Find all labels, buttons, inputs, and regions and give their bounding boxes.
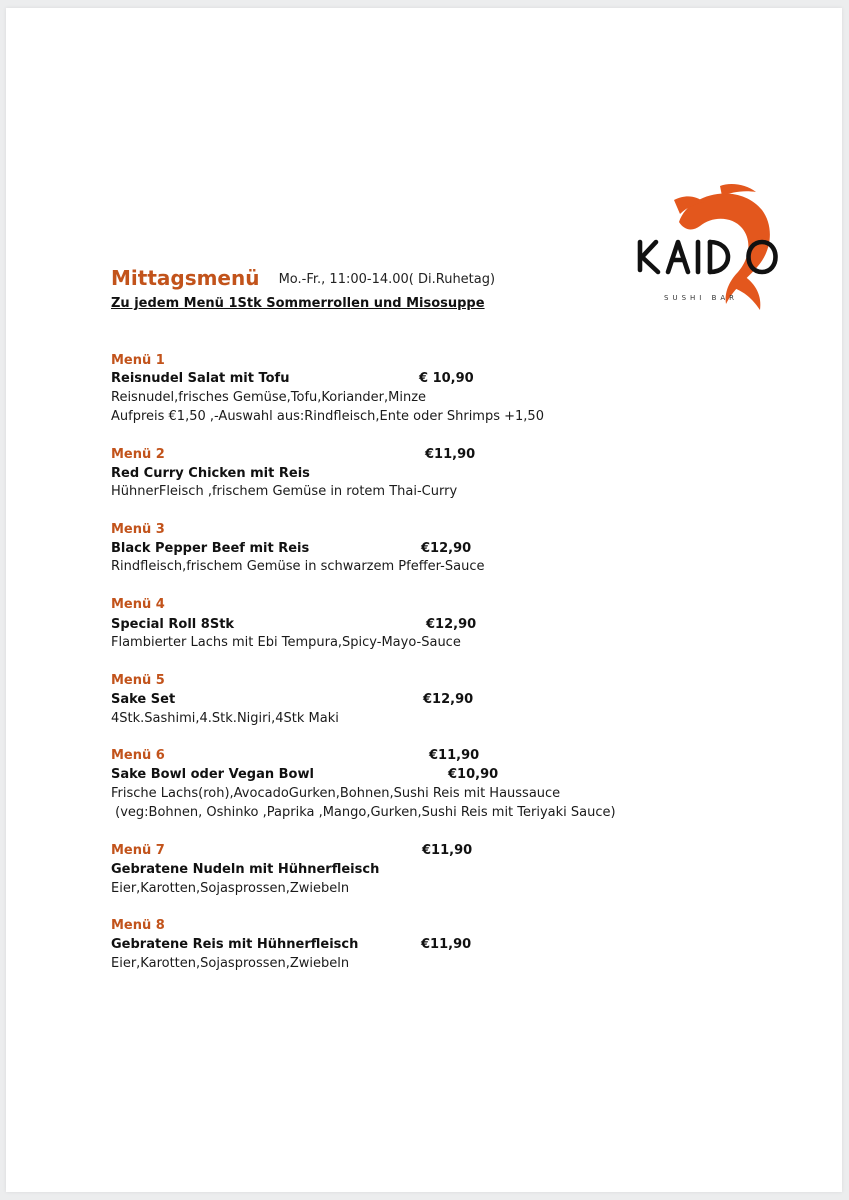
- menu-1-dish: Reisnudel Salat mit Tofu: [111, 371, 290, 386]
- menu-1-desc-1: Reisnudel,frisches Gemüse,Tofu,Koriander,Minze: [111, 390, 427, 405]
- menu-1-label: Menü 1: [111, 353, 165, 368]
- menu-3-dish: Black Pepper Beef mit Reis: [111, 541, 310, 556]
- menu-4-price: €12,90: [426, 617, 477, 632]
- koi-fish-icon: [634, 180, 790, 312]
- menu-3-desc-1: Rindfleisch,frischem Gemüse in schwarzem Pfeffer-Sauce: [111, 559, 485, 574]
- menu-5-label: Menü 5: [111, 673, 165, 688]
- opening-hours: Mo.-Fr., 11:00-14.00( Di.Ruhetag): [278, 272, 496, 287]
- menu-4-dish: Special Roll 8Stk: [111, 617, 235, 632]
- menu-7-label: Menü 7: [111, 843, 165, 858]
- kaido-logo: [634, 180, 790, 312]
- menu-2-label: Menü 2: [111, 447, 165, 462]
- menu-8-price: €11,90: [421, 937, 472, 952]
- menu-8-label: Menü 8: [111, 918, 165, 933]
- menu-6-desc-1: Frische Lachs(roh),AvocadoGurken,Bohnen,Sushi Reis mit Haussauce: [111, 786, 561, 801]
- menu-subtitle: Zu jedem Menü 1Stk Sommerrollen und Misosuppe: [111, 296, 485, 311]
- menu-7-dish: Gebratene Nudeln mit Hühnerfleisch: [111, 862, 380, 877]
- page-title: Mittagsmenü: [111, 266, 260, 290]
- logo-tagline: SUSHI BAR: [664, 294, 739, 302]
- menu-5-price: €12,90: [423, 692, 474, 707]
- menu-2-desc-1: HühnerFleisch ,frischem Gemüse in rotem Thai-Curry: [111, 484, 458, 499]
- menu-6-desc-2: (veg:Bohnen, Oshinko ,Paprika ,Mango,Gurken,Sushi Reis mit Teriyaki Sauce): [111, 805, 616, 820]
- menu-3-label: Menü 3: [111, 522, 165, 537]
- menu-1-desc-2: Aufpreis €1,50 ,-Auswahl aus:Rindfleisch,Ente oder Shrimps +1,50: [111, 409, 544, 424]
- menu-2-dish: Red Curry Chicken mit Reis: [111, 466, 310, 481]
- menu-heading: [111, 266, 495, 290]
- menu-2-price: €11,90: [425, 447, 476, 462]
- menu-1-price: € 10,90: [419, 371, 474, 386]
- menu-6-label: Menü 6: [111, 748, 165, 763]
- menu-8-desc-1: Eier,Karotten,Sojasprossen,Zwiebeln: [111, 956, 350, 971]
- menu-5-dish: Sake Set: [111, 692, 176, 707]
- menu-5-desc-1: 4Stk.Sashimi,4.Stk.Nigiri,4Stk Maki: [111, 711, 339, 726]
- menu-6-price: €10,90: [448, 767, 499, 782]
- menu-4-desc-1: Flambierter Lachs mit Ebi Tempura,Spicy-Mayo-Sauce: [111, 635, 461, 650]
- menu-6-dish: Sake Bowl oder Vegan Bowl: [111, 767, 314, 782]
- menu-4-label: Menü 4: [111, 597, 165, 612]
- menu-6-label-price: €11,90: [429, 748, 480, 763]
- menu-page: [6, 8, 842, 1192]
- menu-7-desc-1: Eier,Karotten,Sojasprossen,Zwiebeln: [111, 881, 350, 896]
- menu-8-dish: Gebratene Reis mit Hühnerfleisch: [111, 937, 359, 952]
- menu-3-price: €12,90: [421, 541, 472, 556]
- menu-7-price: €11,90: [422, 843, 473, 858]
